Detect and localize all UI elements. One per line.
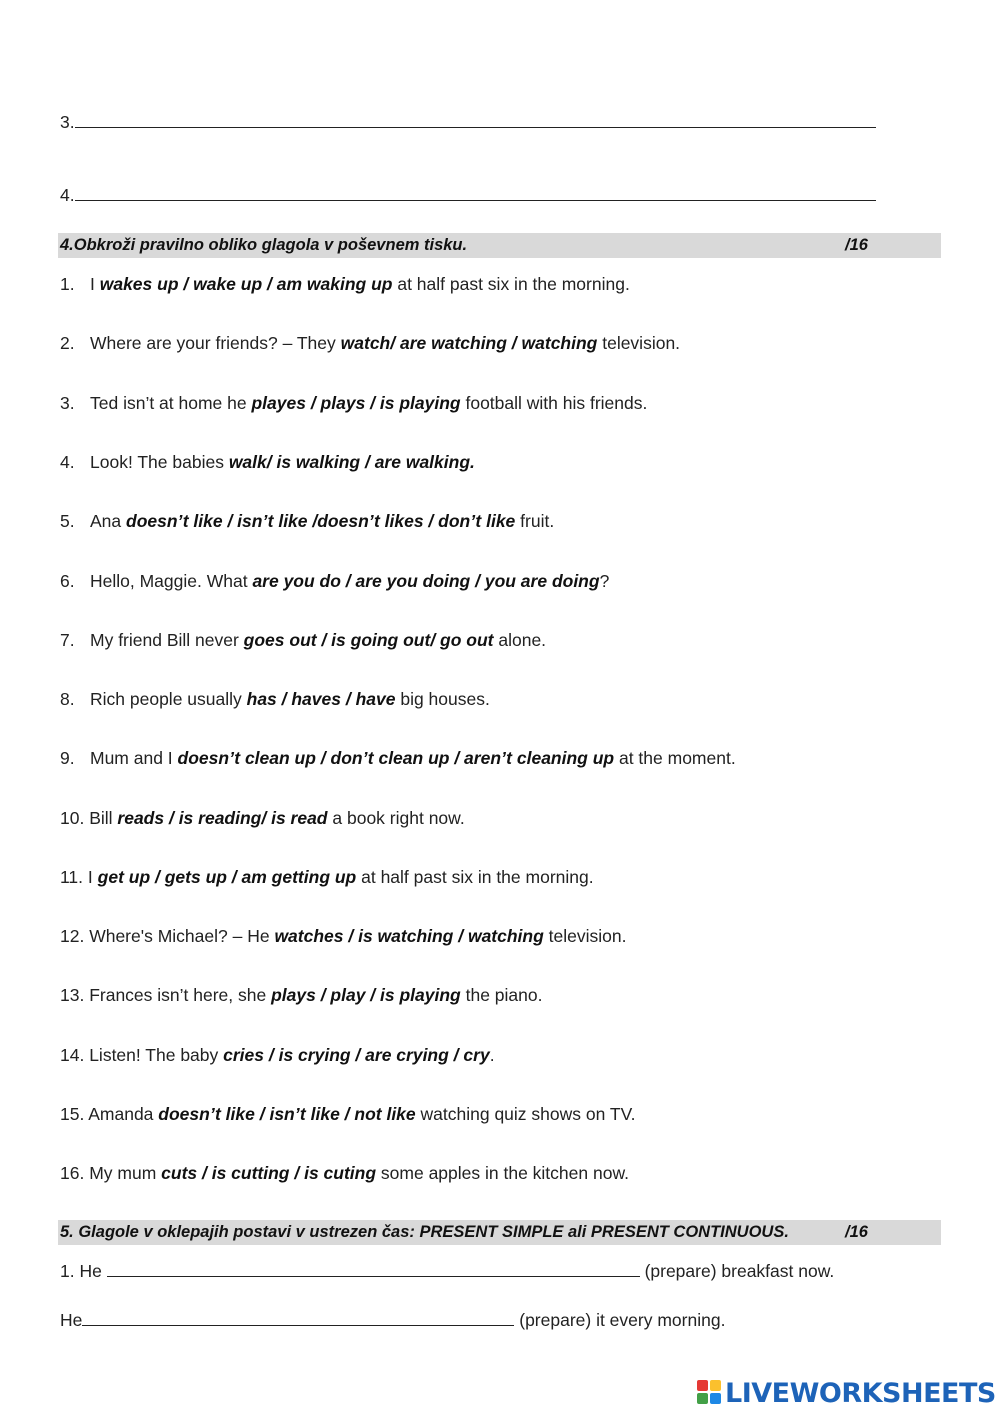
question-item: 11. I get up / gets up / am getting up at half past six in the morning. <box>60 867 594 887</box>
answer-options[interactable]: watches / is watching / watching <box>274 926 544 946</box>
answer-options[interactable]: walk/ is walking / are walking. <box>228 452 475 472</box>
answer-line-3[interactable]: 3. <box>60 112 876 133</box>
section-4-header <box>58 233 941 258</box>
answer-options[interactable]: doesn’t like / isn’t like / not like <box>158 1104 416 1124</box>
answer-options[interactable]: doesn’t like / isn’t like /doesn’t likes / don’t like <box>126 511 516 531</box>
answer-options[interactable]: goes out / is going out/ go out <box>243 630 494 650</box>
answer-options[interactable]: are you do / are you doing / you are doing <box>252 571 600 591</box>
question-item: 13. Frances isn’t here, she plays / play / is playing the piano. <box>60 985 543 1005</box>
question-item: 9. Mum and I doesn’t clean up / don’t clean up / aren’t cleaning up at the moment. <box>60 748 736 768</box>
answer-blank[interactable] <box>75 126 876 128</box>
answer-options[interactable]: cries / is crying / are crying / cry <box>223 1045 490 1065</box>
answer-options[interactable]: watch/ are watching / watching <box>340 333 598 353</box>
answer-options[interactable]: playes / plays / is playing <box>251 393 461 413</box>
question-item: 5. Ana doesn’t like / isn’t like /doesn’t likes / don’t like fruit. <box>60 511 555 531</box>
answer-options[interactable]: doesn’t clean up / don’t clean up / aren’t cleaning up <box>177 748 615 768</box>
section-5-title: 5. Glagole v oklepajih postavi v ustrezen čas: PRESENT SIMPLE ali PRESENT CONTINUOUS. <box>60 1223 789 1241</box>
question-item: 4. Look! The babies walk/ is walking / are walking. <box>60 452 475 472</box>
answer-options[interactable]: cuts / is cutting / is cuting <box>161 1163 377 1183</box>
question-item: 8. Rich people usually has / haves / have big houses. <box>60 689 490 709</box>
question-item: 15. Amanda doesn’t like / isn’t like / not like watching quiz shows on TV. <box>60 1104 636 1124</box>
answer-options[interactable]: reads / is reading/ is read <box>117 808 328 828</box>
question-item: 1. I wakes up / wake up / am waking up at half past six in the morning. <box>60 274 630 294</box>
question-item: 3. Ted isn’t at home he playes / plays / is playing football with his friends. <box>60 393 648 413</box>
section-5-header <box>58 1220 941 1245</box>
answer-line-4[interactable]: 4. <box>60 185 876 206</box>
liveworksheets-logo <box>697 1378 996 1408</box>
question-item: 12. Where's Michael? – He watches / is watching / watching television. <box>60 926 627 946</box>
question-item: 7. My friend Bill never goes out / is going out/ go out alone. <box>60 630 547 650</box>
answer-options[interactable]: plays / play / is playing <box>271 985 461 1005</box>
question-item: 2. Where are your friends? – They watch/ are watching / watching television. <box>60 333 681 353</box>
fill-in-item: 1. He (prepare) breakfast now. <box>60 1261 835 1281</box>
question-item: 6. Hello, Maggie. What are you do / are you doing / you are doing? <box>60 571 610 591</box>
brand-name: LIVEWORKSHEETS <box>725 1377 996 1409</box>
fill-in-blank[interactable] <box>107 1275 640 1277</box>
answer-options[interactable]: get up / gets up / am getting up <box>97 867 357 887</box>
section-4-score: /16 <box>845 236 868 254</box>
answer-options[interactable]: wakes up / wake up / am waking up <box>99 274 393 294</box>
section-4-title: 4.Obkroži pravilno obliko glagola v poševnem tisku. <box>60 236 468 254</box>
question-item: 16. My mum cuts / is cutting / is cuting some apples in the kitchen now. <box>60 1163 629 1183</box>
fill-in-blank[interactable] <box>82 1324 514 1326</box>
question-item: 14. Listen! The baby cries / is crying / are crying / cry. <box>60 1045 495 1065</box>
section-5-score: /16 <box>845 1223 868 1241</box>
question-item: 10. Bill reads / is reading/ is read a book right now. <box>60 808 465 828</box>
answer-options[interactable]: has / haves / have <box>246 689 396 709</box>
answer-blank[interactable] <box>75 199 876 201</box>
fill-in-item: He (prepare) it every morning. <box>60 1310 726 1330</box>
liveworksheets-mark-icon <box>697 1380 723 1406</box>
